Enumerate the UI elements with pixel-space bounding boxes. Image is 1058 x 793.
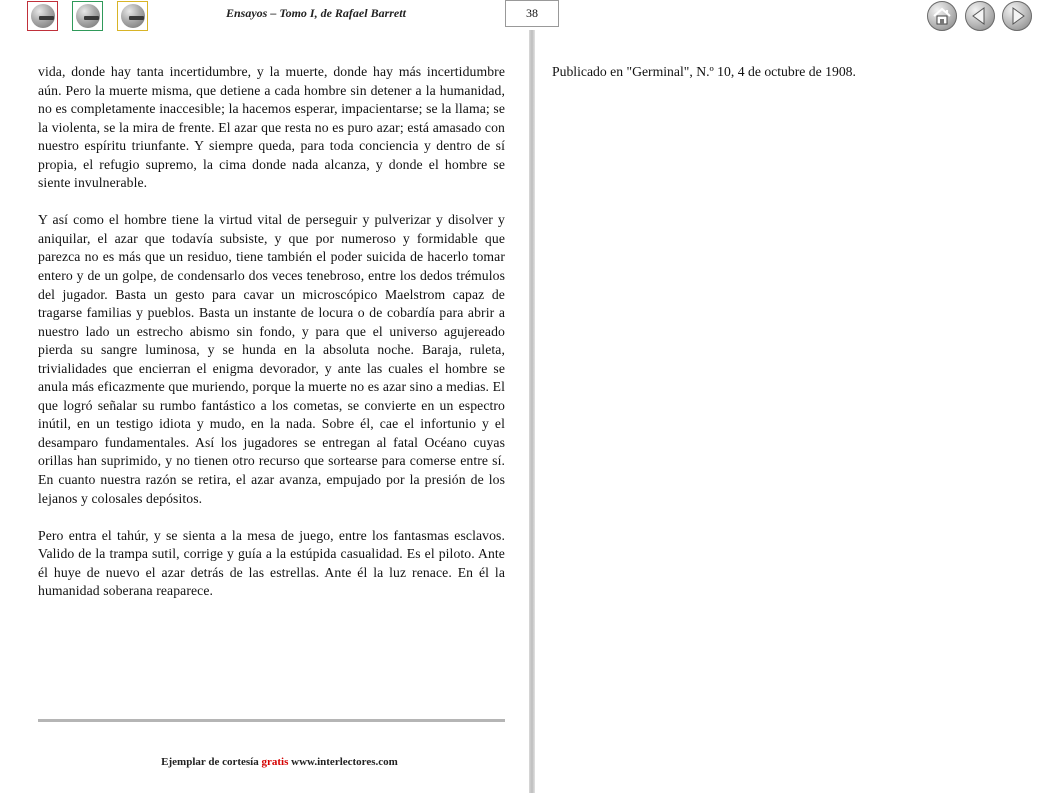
home-button[interactable]: [927, 1, 957, 31]
previous-page-button[interactable]: [965, 1, 995, 31]
arrow-right-icon: [1002, 1, 1032, 31]
horizontal-rule: [38, 719, 505, 722]
column-divider: [529, 30, 535, 793]
footer: [0, 756, 559, 768]
green-window-button[interactable]: [72, 1, 103, 31]
next-page-button[interactable]: [1002, 1, 1032, 31]
yellow-window-button[interactable]: [117, 1, 148, 31]
document-title: Ensayos – Tomo I, de Rafael Barrett: [226, 6, 406, 20]
minus-icon: [121, 4, 145, 28]
footer-highlight: gratis: [261, 756, 289, 768]
paragraph: Y así como el hombre tiene la virtud vital de perseguir y pulverizar y disolver y aniquilar, el azar que todavía subsiste, y que por numeroso y formidable que parezca no es más que un residuo, tiene también el poder suicida de hacerlo tomar entero y de un golpe, de condensarlo dos veces tenebroso, entre los dedos trémulos del jugador. Basta un gesto para cavar un microscópico Maelstrom capaz de tragarse familias y pueblos. Basta un instante de locura o de cobardía para abrir a nuestro lado un estrecho abismo sin fondo, y para que el universo agujereado pierda su sangre luminosa, y se hunda en la absoluta noche. Baraja, ruleta, trivialidades que encierran el enigma devorador, y ante las cuales el hombre se anula más eficazmente que muriendo, porque la muerte no es azar sino a medias. El que logró señalar su rumbo fantástico a los cometas, se convierte en un espectro inútil, en un testigo idiota y mudo, en la nada. Sobre él, cae el infortunio y el desamparo fundamentales. Así los jugadores se entregan al fatal Océano cuyas orillas han suprimido, y no tienen otro recurso que sortearse para comerse entre sí. En cuanto nuestra razón se retira, el azar avanza, empujado por la presión de los lejanos y colosales depósitos.: [38, 212, 505, 506]
body-text: [38, 63, 505, 619]
footer-link[interactable]: www.interlectores.com: [288, 756, 398, 768]
page-number: 38: [505, 0, 559, 27]
minus-icon: [76, 4, 100, 28]
paragraph: vida, donde hay tanta incertidumbre, y la muerte, donde hay más incertidumbre aún. Pero la muerte misma, que detiene a cada hombre sin detener a la humanidad, no es completamente inaccesible; la hacemos esperar, impacientarse; se la llama; se la violenta, se la mira de frente. El azar que resta no es puro azar; está amasado con nuestro espíritu triunfante. Y siempre queda, para toda conciencia y dentro de sí propia, el refugio supremo, la cima donde nada alcanza, y donde el hombre se siente invulnerable.: [38, 64, 505, 191]
home-icon: [927, 1, 957, 31]
paragraph: Pero entra el tahúr, y se sienta a la mesa de juego, entre los fantasmas esclavos. Valido de la trampa sutil, corrige y guía a la estúpida casualidad. Es el piloto. Ante él huye de nuevo el azar detrás de las estrellas. Ante él la luz renace. En él la humanidad soberana reaparece.: [38, 527, 505, 599]
minus-icon: [31, 4, 55, 28]
red-window-button[interactable]: [27, 1, 58, 31]
footer-prefix: Ejemplar de cortesía: [161, 756, 262, 768]
arrow-left-icon: [965, 1, 995, 31]
footnote: Publicado en "Germinal", N.º 10, 4 de octubre de 1908.: [552, 64, 856, 79]
